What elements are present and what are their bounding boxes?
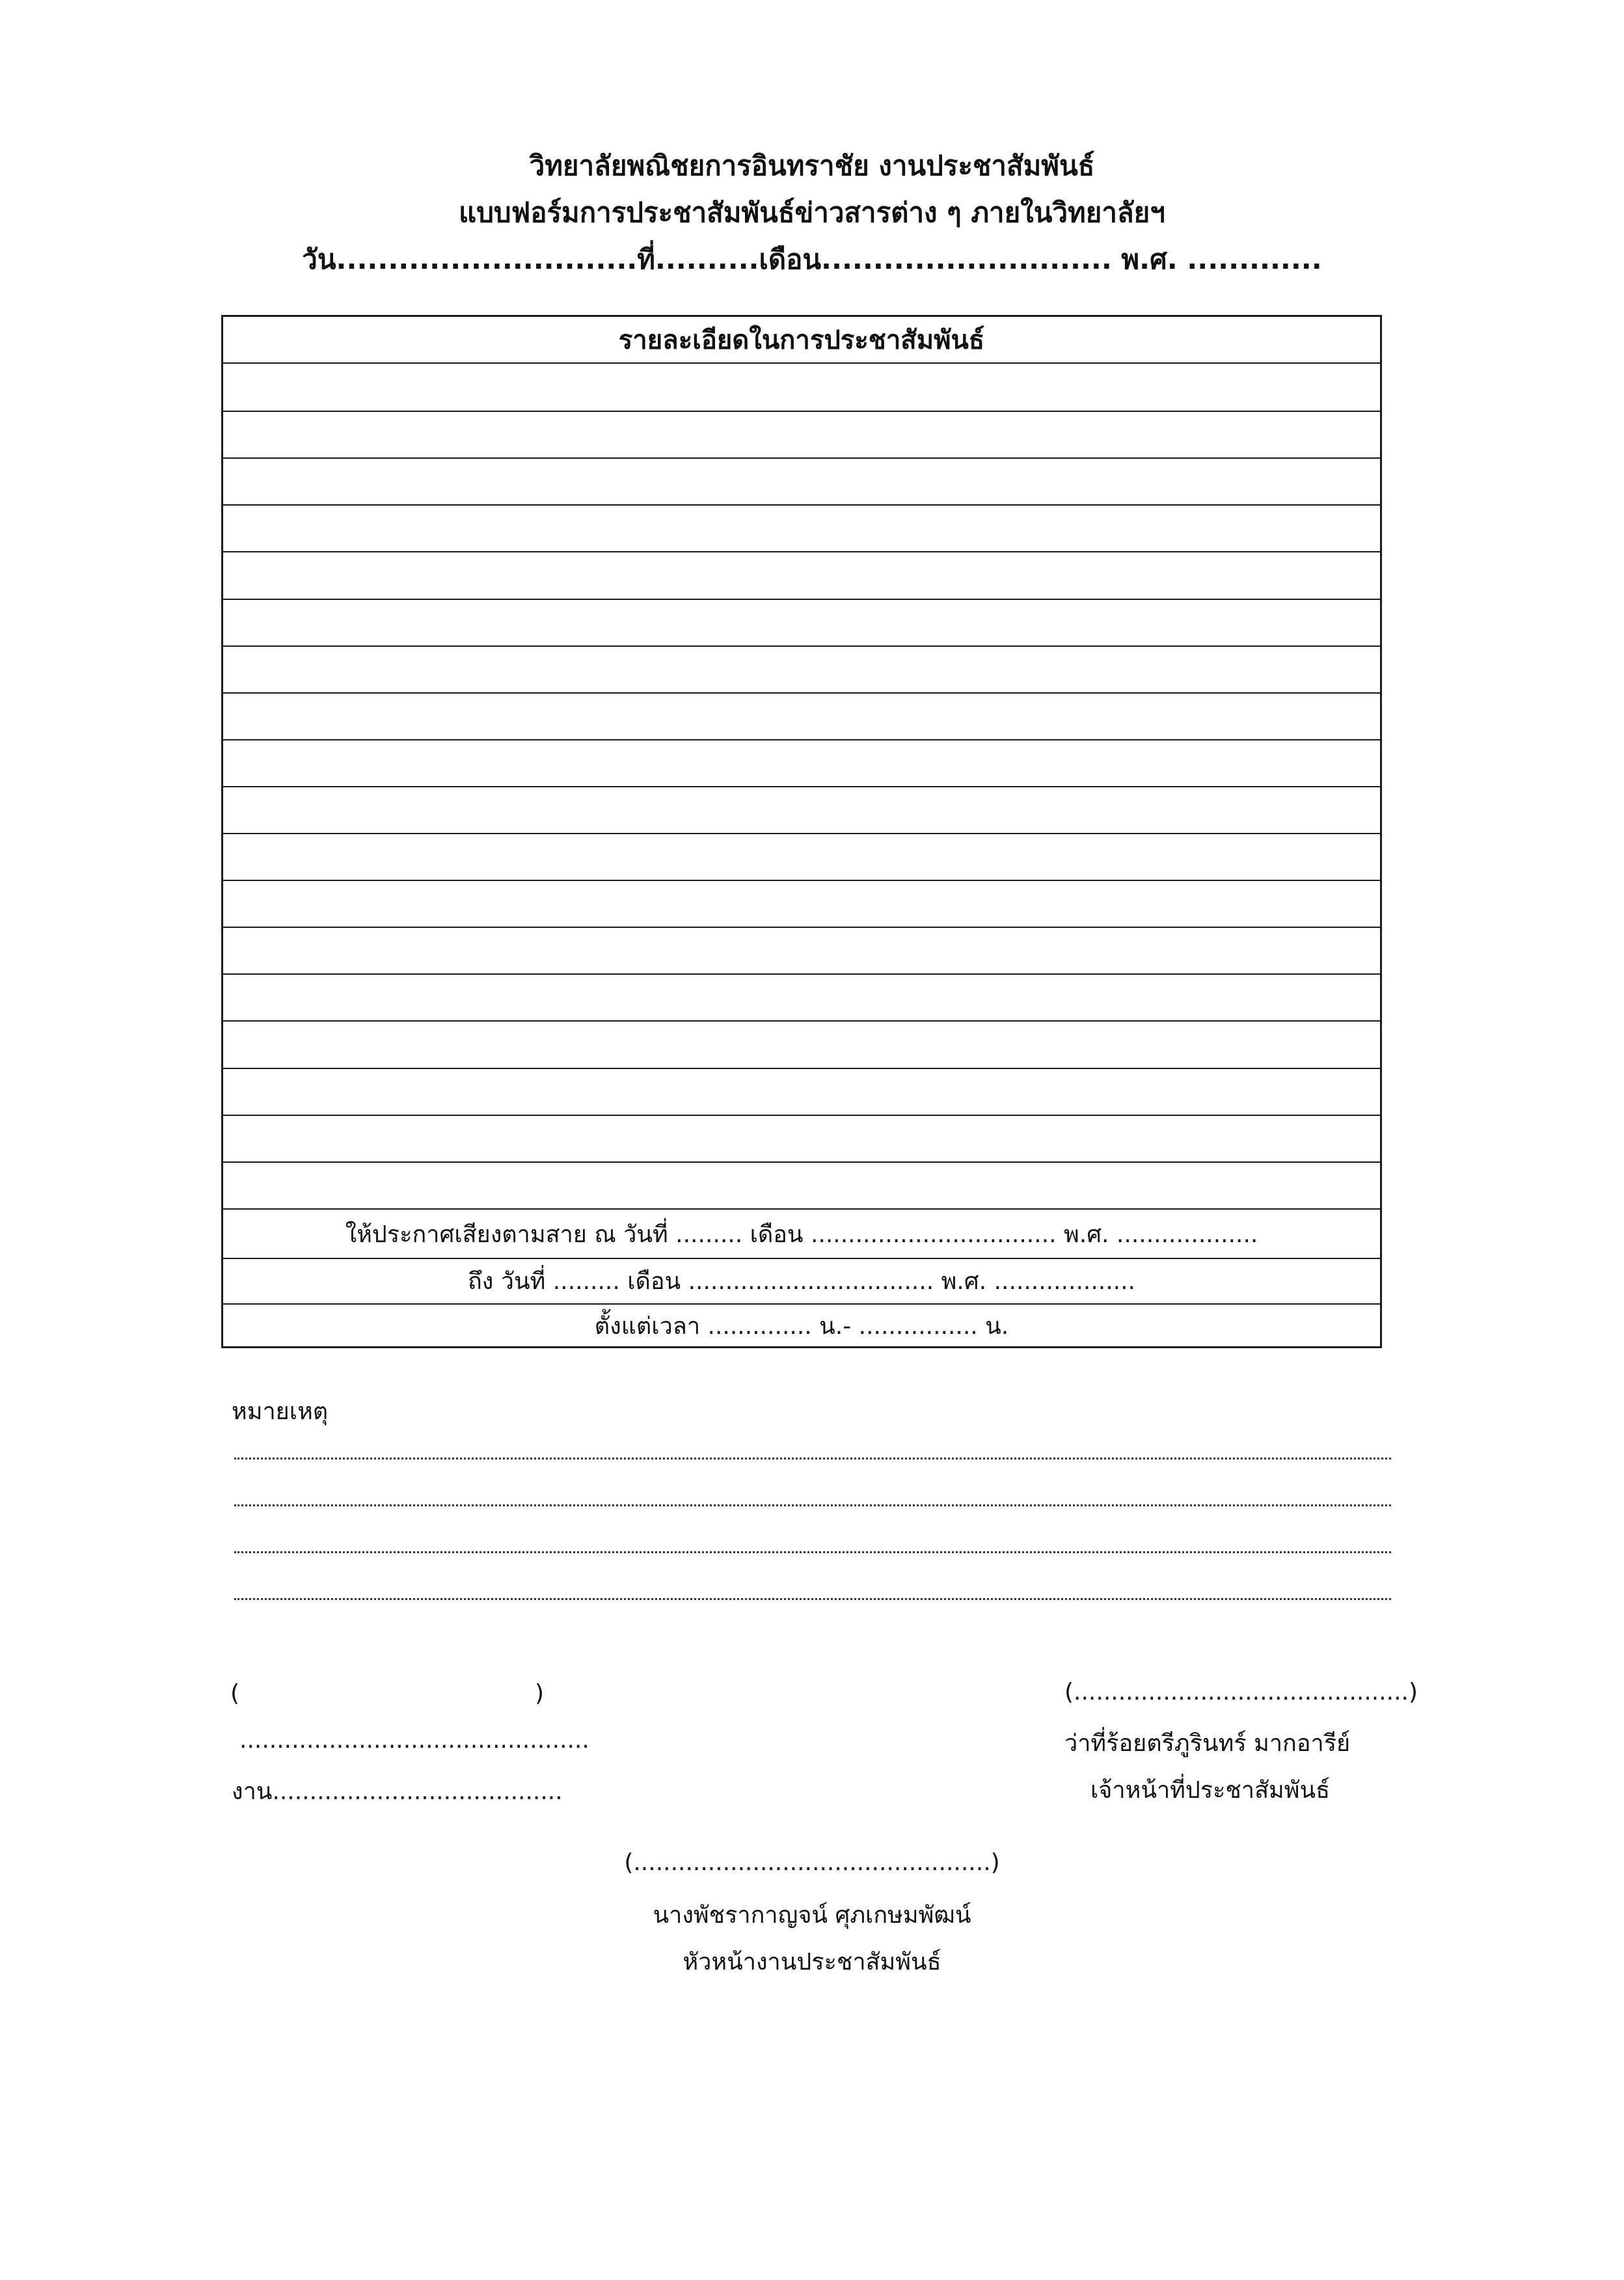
table-row-line [223,504,1380,506]
head-signature: (................................................) [624,1849,1000,1876]
table-row-line [223,1161,1380,1163]
remark-dotted-line [234,1551,1391,1553]
remark-dotted-line [234,1458,1391,1459]
broadcast-date-row: ให้ประกาศเสียงตามสาย ณ วันที่ ......... เดือน ................................. พ.ศ. ................... [345,1221,1258,1248]
table-row-line [223,457,1380,459]
table-row-line [223,599,1380,600]
broadcast-until-row: ถึง วันที่ ......... เดือน ................................. พ.ศ. ................... [467,1268,1136,1295]
head-title: หัวหน้างานประชาสัมพันธ์ [683,1949,941,1975]
table-row-line [223,411,1380,412]
requester-name-open: ( [230,1680,240,1707]
table-row-line [223,551,1380,552]
table-row-line [223,692,1380,694]
table-title: รายละเอียดในการประชาสัมพันธ์ [223,317,1380,364]
date-line: วัน.............................ที่..........เดือน............................ พ.ศ. ............. [302,243,1322,275]
remarks-label: หมายเหตุ [232,1398,329,1425]
head-name: นางพัชรากาญจน์ ศุภเกษมพัฒน์ [653,1902,971,1929]
table-row-line [223,833,1380,834]
officer-signature: (.............................................) [1064,1679,1418,1705]
table-row-line [223,927,1380,928]
remark-dotted-line [234,1504,1391,1506]
details-table [221,315,1382,1348]
requester-name-close: ) [535,1680,545,1707]
officer-name: ว่าที่ร้อยตรีภูรินทร์ มากอารีย์ [1064,1730,1351,1757]
table-row-line [223,1208,1380,1210]
requester-signature-line: ............................................... [239,1727,589,1754]
table-row-line [223,1115,1380,1116]
college-title: วิทยาลัยพณิชยการอินทราชัย งานประชาสัมพันธ์ [529,150,1095,182]
remark-dotted-line [234,1598,1391,1600]
form-title: แบบฟอร์มการประชาสัมพันธ์ข่าวสารต่าง ๆ ภายในวิทยาลัยฯ [459,197,1165,228]
table-row-line [223,739,1380,740]
table-row-line [223,786,1380,787]
requester-department: งาน....................................... [232,1778,563,1805]
table-row-line [223,1068,1380,1069]
table-row-line [223,880,1380,881]
officer-title: เจ้าหน้าที่ประชาสัมพันธ์ [1090,1777,1331,1804]
broadcast-time-row: ตั้งแต่เวลา .............. น.- ................ น. [594,1313,1009,1340]
table-row-line [223,645,1380,647]
table-row-line [223,973,1380,975]
table-row-line [223,1020,1380,1022]
